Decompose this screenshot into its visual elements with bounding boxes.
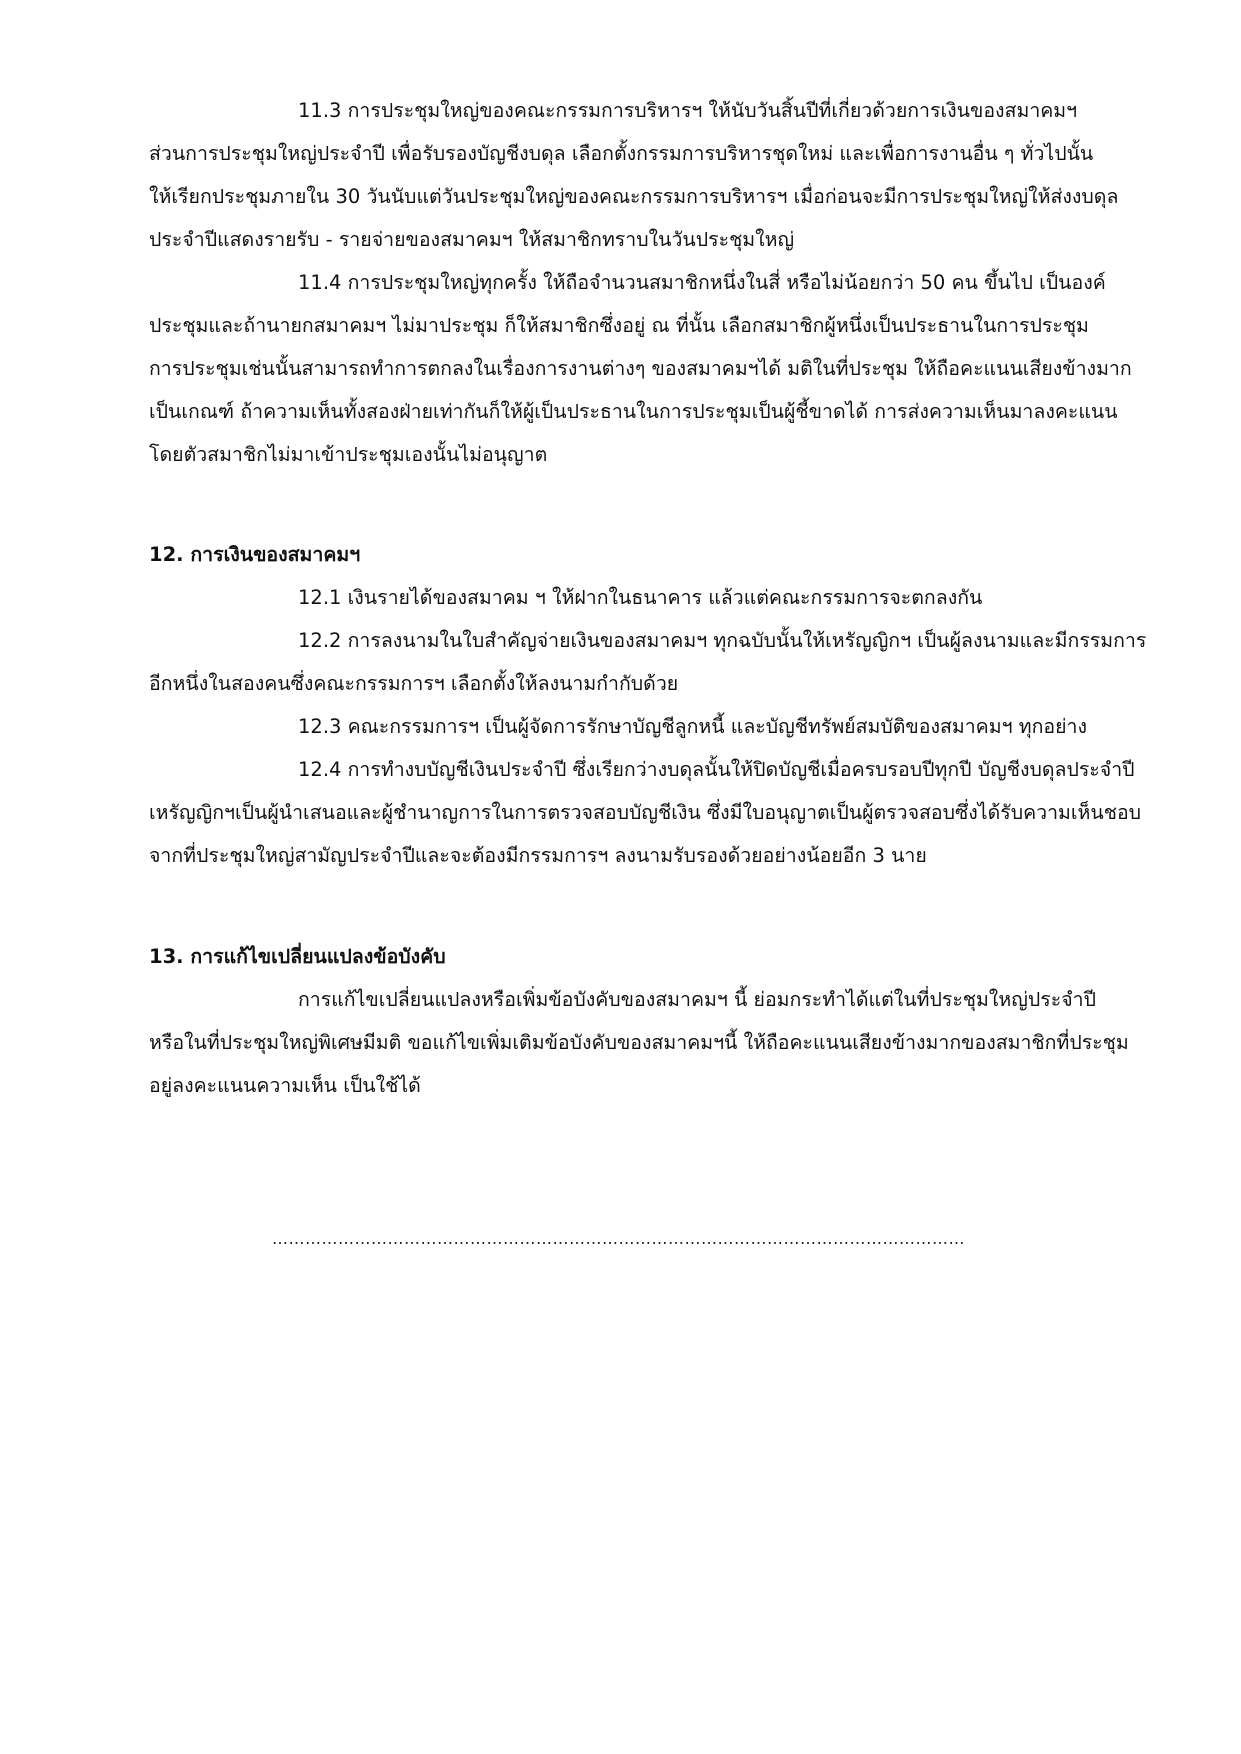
text-line: 12.1 เงินรายได้ของสมาคม ฯ ให้ฝากในธนาคาร แล้วแต่คณะกรรมการจะตกลงกัน <box>298 586 983 609</box>
text-line: ให้เรียกประชุมภายใน 30 วันนับแต่วันประชุมใหญ่ของคณะกรรมการบริหารฯ เมื่อก่อนจะมีการประชุมใหญ่ให้ส่งงบดุล <box>149 185 1119 208</box>
section-12-heading: 12. การเงินของสมาคมฯ <box>149 543 361 566</box>
text-line: 12.4 การทำงบบัญชีเงินประจำปี ซึ่งเรียกว่างบดุลนั้นให้ปิดบัญชีเมื่อครบรอบปีทุกปี บัญชีงบดุลประจำปี <box>298 758 1135 781</box>
text-line: เหรัญญิกฯเป็นผู้นำเสนอและผู้ชำนาญการในการตรวจสอบบัญชีเงิน ซึ่งมีใบอนุญาตเป็นผู้ตรวจสอบซึ่งได้รับความเห็นชอบ <box>149 801 1142 824</box>
section-13-heading: 13. การแก้ไขเปลี่ยนแปลงข้อบังคับ <box>149 945 446 968</box>
text-line: หรือในที่ประชุมใหญ่พิเศษมีมติ ขอแก้ไขเพิ่มเติมข้อบังคับของสมาคมฯนี้ ให้ถือคะแนนเสียงข้างมากของสมาชิกที่ประชุม <box>149 1031 1129 1054</box>
text-line: การประชุมเช่นนั้นสามารถทำการตกลงในเรื่องการงานต่างๆ ของสมาคมฯได้ มติในที่ประชุม ให้ถือคะแนนเสียงข้างมาก <box>149 357 1132 380</box>
text-line: ประชุมและถ้านายกสมาคมฯ ไม่มาประชุม ก็ให้สมาชิกซึ่งอยู่ ณ ที่นั้น เลือกสมาชิกผู้หนึ่งเป็นประธานในการประชุม <box>149 314 1089 337</box>
text-line: ส่วนการประชุมใหญ่ประจำปี เพื่อรับรองบัญชีงบดุล เลือกตั้งกรรมการบริหารชุดใหม่ และเพื่อการงานอื่น ๆ ทั่วไปนั้น <box>149 142 1094 165</box>
text-line: 11.4 การประชุมใหญ่ทุกครั้ง ให้ถือจำนวนสมาชิกหนึ่งในสี่ หรือไม่น้อยกว่า 50 คน ขึ้นไป เป็นองค์ <box>298 271 1106 294</box>
text-line: เป็นเกณฑ์ ถ้าความเห็นทั้งสองฝ่ายเท่ากันก็ให้ผู้เป็นประธานในการประชุมเป็นผู้ชี้ขาดได้ การส่งความเห็นมาลงคะแนน <box>149 400 1118 423</box>
dotted-separator: ……………………………………………………………………………………………………………… <box>272 1229 965 1248</box>
text-line: อยู่ลงคะแนนความเห็น เป็นใช้ได้ <box>149 1074 421 1097</box>
text-line: อีกหนึ่งในสองคนซึ่งคณะกรรมการฯ เลือกตั้งให้ลงนามกำกับด้วย <box>149 672 679 695</box>
text-line: 11.3 การประชุมใหญ่ของคณะกรรมการบริหารฯ ให้นับวันสิ้นปีที่เกี่ยวด้วยการเงินของสมาคมฯ <box>298 99 1078 122</box>
text-line: ประจำปีแสดงรายรับ - รายจ่ายของสมาคมฯ ให้สมาชิกทราบในวันประชุมใหญ่ <box>149 228 795 251</box>
text-line: โดยตัวสมาชิกไม่มาเข้าประชุมเองนั้นไม่อนุญาต <box>149 443 548 466</box>
text-line: 12.3 คณะกรรมการฯ เป็นผู้จัดการรักษาบัญชีลูกหนี้ และบัญชีทรัพย์สมบัติของสมาคมฯ ทุกอย่าง <box>298 715 1087 738</box>
text-line: จากที่ประชุมใหญ่สามัญประจำปีและจะต้องมีกรรมการฯ ลงนามรับรองด้วยอย่างน้อยอีก 3 นาย <box>149 844 927 867</box>
text-line: การแก้ไขเปลี่ยนแปลงหรือเพิ่มข้อบังคับของสมาคมฯ นี้ ย่อมกระทำได้แต่ในที่ประชุมใหญ่ประจำปี <box>298 988 1096 1011</box>
text-line: 12.2 การลงนามในใบสำคัญจ่ายเงินของสมาคมฯ ทุกฉบับนั้นให้เหรัญญิกฯ เป็นผู้ลงนามและมีกรรมการ <box>298 629 1147 652</box>
